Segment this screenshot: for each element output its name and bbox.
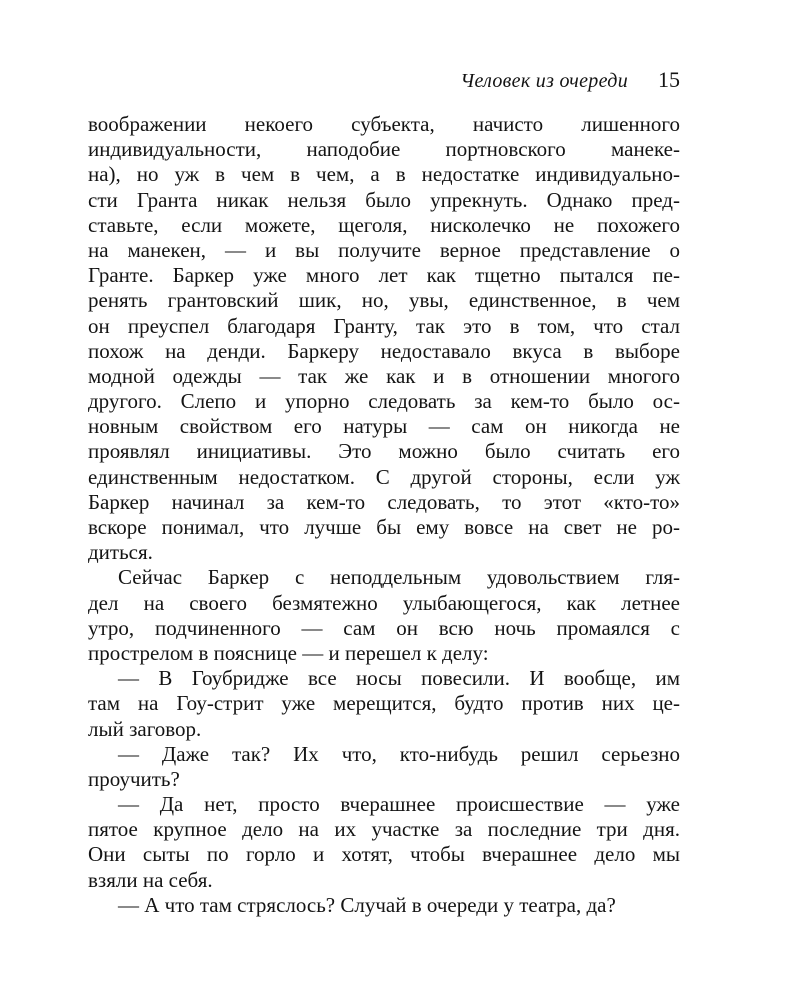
text-line: другого. Слепо и упорно следовать за кем-то было ос- <box>88 389 680 414</box>
text-line: Сейчас Баркер с неподдельным удовольствием гля- <box>118 565 680 590</box>
text-line: взяли на себя. <box>88 867 213 892</box>
text-line: ставьте, если можете, щеголя, нисколечко не похожего <box>88 212 680 237</box>
text-line: проявлял инициативы. Это можно было считать его <box>88 439 680 464</box>
text-line: похож на денди. Баркеру недоставало вкуса в выборе <box>88 338 680 363</box>
text-line: диться. <box>88 540 153 565</box>
text-line: — Даже так? Их что, кто-нибудь решил серьезно <box>118 741 680 766</box>
text-line: модной одежды — так же как и в отношении многого <box>88 363 680 388</box>
text-line: прострелом в пояснице — и перешел к делу: <box>88 640 489 665</box>
text-line: воображении некоего субъекта, начисто лишенного <box>88 112 680 136</box>
text-line: Они сыты по горло и хотят, чтобы вчерашнее дело мы <box>88 842 680 867</box>
running-title: Человек из очереди <box>460 70 628 92</box>
text-line: ренять грантовский шик, но, увы, единственное, в чем <box>88 288 680 313</box>
text-line: — А что там стряслось? Случай в очереди у театра, да? <box>118 892 616 917</box>
text-line: сти Гранта никак нельзя было упрекнуть. Однако пред- <box>88 187 680 212</box>
page-body <box>88 112 680 918</box>
text-line: утро, подчиненного — сам он всю ночь промаялся с <box>88 615 680 640</box>
text-line: проучить? <box>88 766 180 791</box>
text-line: единственным недостатком. С другой стороны, если уж <box>88 464 680 489</box>
text-line: дел на своего безмятежно улыбающегося, как летнее <box>88 590 680 615</box>
text-line: там на Гоу-стрит уже мерещится, будто против них це- <box>88 691 680 716</box>
text-line: Баркер начинал за кем-то следовать, то этот «кто-то» <box>88 489 680 514</box>
page-number: 15 <box>658 67 680 92</box>
text-line: он преуспел благодаря Гранту, так это в том, что стал <box>88 313 680 338</box>
text-line: Гранте. Баркер уже много лет как тщетно пытался пе- <box>88 263 680 288</box>
text-line: вскоре понимал, что лучше бы ему вовсе на свет не ро- <box>88 515 680 539</box>
running-header <box>88 68 680 95</box>
text-line: новным свойством его натуры — сам он никогда не <box>88 414 680 439</box>
text-line: пятое крупное дело на их участке за последние три дня. <box>88 817 680 842</box>
text-line: на), но уж в чем в чем, а в недостатке индивидуально- <box>88 162 680 187</box>
text-line: — Да нет, просто вчерашнее происшествие — уже <box>118 792 680 817</box>
text-line: — В Гоубридже все носы повесили. И вообще, им <box>118 666 680 691</box>
text-line: на манекен, — и вы получите верное представление о <box>88 237 680 262</box>
text-line: индивидуальности, наподобие портновского манеке- <box>88 137 680 162</box>
text-line: лый заговор. <box>88 716 202 741</box>
